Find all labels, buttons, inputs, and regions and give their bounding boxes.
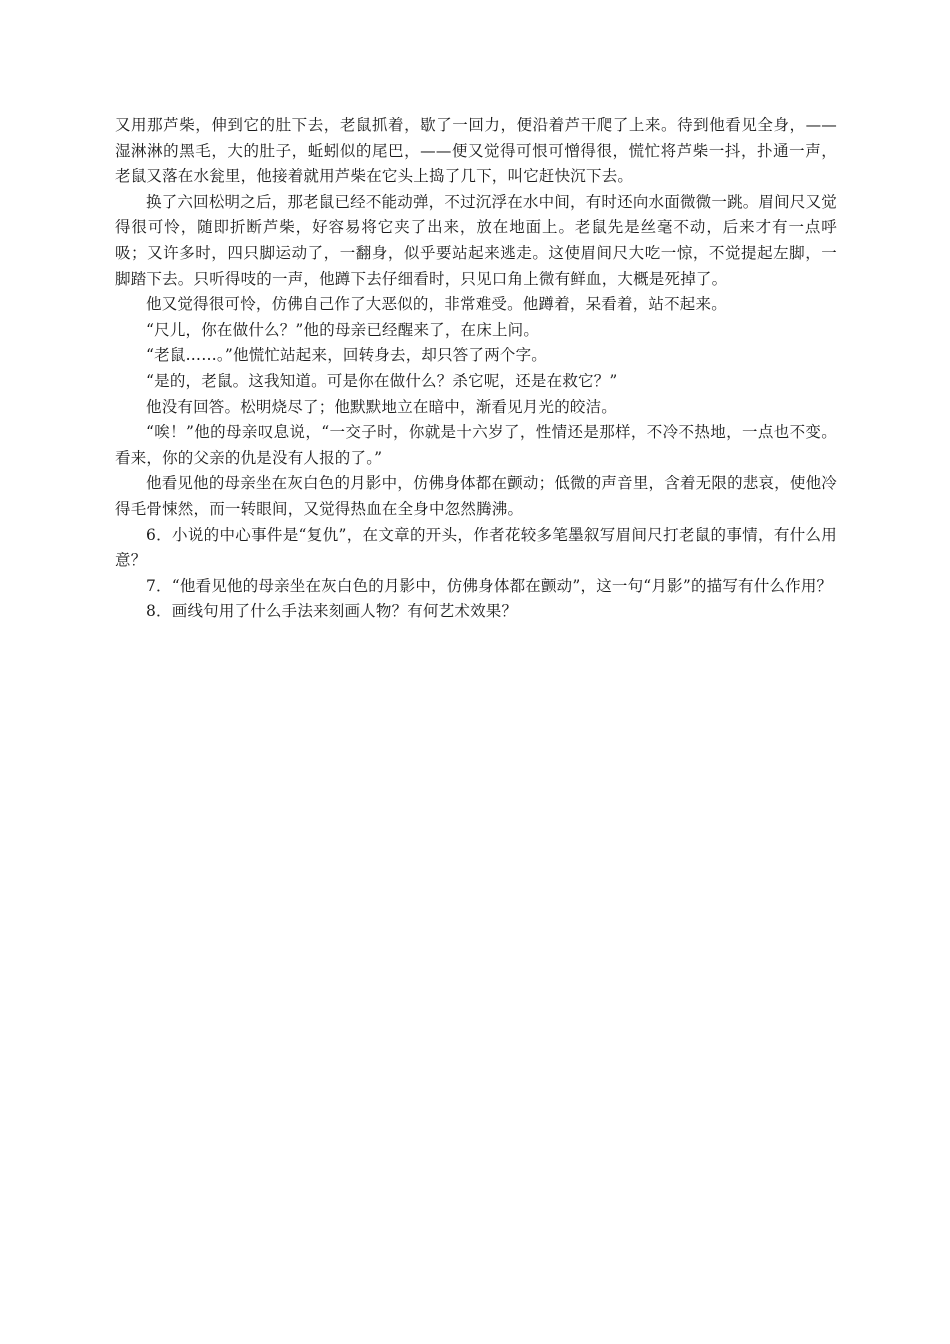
paragraph-5: “老鼠……。”他慌忙站起来，回转身去，却只答了两个字。 bbox=[146, 346, 547, 365]
question-6: 6．小说的中心事件是“复仇”，在文章的开头，作者花较多笔墨叙写眉间尺打老鼠的事情，有什么用意？ bbox=[115, 525, 837, 570]
paragraph-9: 他看见他的母亲坐在灰白色的月影中，仿佛身体都在颤动；低微的声音里，含着无限的悲哀，使他冷得毛骨悚然，而一转眼间，又觉得热血在全身中忽然腾沸。 bbox=[115, 474, 837, 518]
paragraph-1: 又用那芦柴，伸到它的肚下去，老鼠抓着，歇了一回力，便沿着芦干爬了上来。待到他看见全身，——湿淋淋的黑毛，大的肚子，蚯蚓似的尾巴，——便又觉得可恨可憎得很，慌忙将芦柴一抖，扑通一声，老鼠又落在水瓮里，他接着就用芦柴在它头上捣了几下，叫它赶快沉下去。 bbox=[115, 116, 837, 186]
paragraph-6: “是的，老鼠。这我知道。可是你在做什么？杀它呢，还是在救它？” bbox=[146, 371, 618, 390]
question-8: 8．画线句用了什么手法来刻画人物？有何艺术效果？ bbox=[146, 602, 518, 621]
story-excerpt bbox=[115, 113, 837, 523]
paragraph-7: 他没有回答。松明烧尽了；他默默地立在暗中，渐看见月光的皎洁。 bbox=[146, 397, 618, 416]
question-7: 7．“他看见他的母亲坐在灰白色的月影中，仿佛身体都在颤动”，这一句“月影”的描写有什么作用？ bbox=[146, 576, 833, 595]
document-page bbox=[115, 113, 837, 625]
paragraph-3: 他又觉得很可怜，仿佛自己作了大恶似的，非常难受。他蹲着，呆看着，站不起来。 bbox=[146, 295, 727, 314]
paragraph-8: “唉！”他的母亲叹息说，“一交子时，你就是十六岁了，性情还是那样，不冷不热地，一点也不变。看来，你的父亲的仇是没有人报的了。” bbox=[115, 423, 837, 467]
paragraph-4: “尺儿，你在做什么？”他的母亲已经醒来了，在床上问。 bbox=[146, 320, 540, 339]
question-list bbox=[115, 523, 837, 625]
paragraph-2: 换了六回松明之后，那老鼠已经不能动弹，不过沉浮在水中间，有时还向水面微微一跳。眉间尺又觉得很可怜，随即折断芦柴，好容易将它夹了出来，放在地面上。老鼠先是丝毫不动，后来才有一点呼吸；又许多时，四只脚运动了，一翻身，似乎要站起来逃走。这使眉间尺大吃一惊，不觉提起左脚，一脚踏下去。只听得吱的一声，他蹲下去仔细看时，只见口角上微有鲜血，大概是死掉了。 bbox=[115, 192, 837, 288]
